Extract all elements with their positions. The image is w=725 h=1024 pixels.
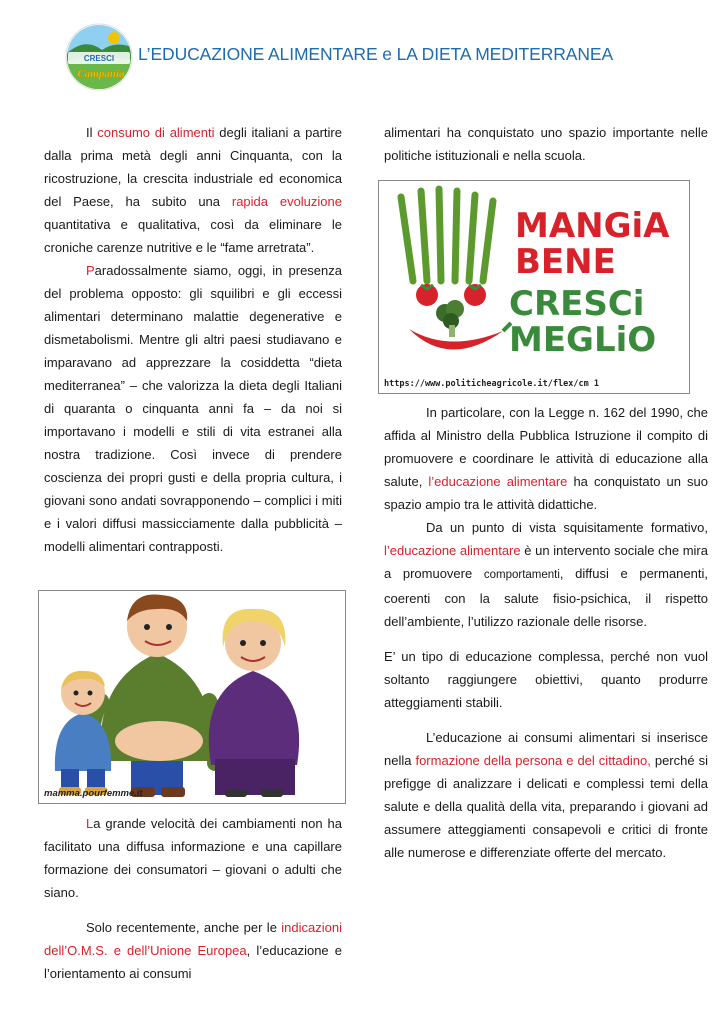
left-column bbox=[44, 121, 342, 558]
bene-text: BENE bbox=[515, 242, 616, 282]
right-column bbox=[384, 401, 708, 864]
highlight-formazione: formazione della persona e del cittadino, bbox=[415, 753, 651, 768]
paragraph-complessa: E’ un tipo di educazione complessa, perché non vuol soltanto raggiungere obiettivi, quanto produrre atteggiamenti stabili. bbox=[384, 649, 708, 710]
family-figure-caption: mamma.pourfemme.it bbox=[44, 788, 143, 799]
paragraph-continued: alimentari ha conquistato uno spazio importante nelle politiche istituzionali e nella scuola. bbox=[384, 125, 708, 163]
paragraph-1: Il consumo di alimenti degli italiani a partire dalla prima metà degli anni Cinquanta, con la ricostruzione, la crescita industriale ed economica del Paese, ha subito una rapida evoluzione quantitativa e qualitativa, così da eliminare le croniche carenze nutritive e le “fame arretrata”. bbox=[44, 125, 342, 255]
paragraph-formativo: Da un punto di vista squisitamente formativo, l’educazione alimentare è un intervento sociale che mira a promuovere comportamenti, diffusi e permanenti, coerenti con la salute fisio-psichica, il rispetto dell’ambiente, l’utilizzo razionale delle risorse. bbox=[384, 520, 708, 629]
mangia-bene-illustration bbox=[379, 181, 689, 393]
highlight-evoluzione: rapida evoluzione bbox=[231, 194, 342, 209]
paragraph-3: La grande velocità dei cambiamenti non ha facilitato una diffusa informazione e una capillare formazione dei consumatori – giovani o adulti che siano. bbox=[44, 816, 342, 900]
paragraph-2: Paradossalmente siamo, oggi, in presenza del problema opposto: gli squilibri e gli eccessi alimentari determinano malattie degenerative e dismetabolismi. Mentre gli altri paesi studiavano e imparavano ad apprezzare la cosiddetta “dieta mediterranea” – che valorizza la dieta degli Italiani di quaranta o cinquanta anni fa – da noi si importavano i modelli e stili di vita estranei alla nostra tradizione. Così invece di prendere coscienza dei propri gusti e della propria cultura, i giovani sono andati sovrapponendo – complici i miti e i valori diffusi massicciamente dalla pubblicità – modelli alimentari contrapposti. bbox=[44, 263, 342, 554]
highlight-educazione-1: l’educazione alimentare bbox=[428, 474, 568, 489]
paragraph-consumi: L’educazione ai consumi alimentari si inserisce nella formazione della persona e del cittadino, perché si prefigge di analizzare i delicati e complessi temi della salute e della qualità della vita, preparando i giovani ad assumere atteggiamenti consapevoli e critici di fronte alle numerose e differenziate offerte del mercato. bbox=[384, 730, 708, 860]
highlight-educazione-2: l’educazione alimentare bbox=[384, 543, 521, 558]
paragraph-legge: In particolare, con la Legge n. 162 del 1990, che affida al Ministro della Pubblica Istruzione il compito di promuovere e coordinare le attività di educazione alla salute, l’educazione alimentare ha conquistato un suo spazio ampio tra le attività didattiche. bbox=[384, 405, 708, 512]
highlight-oms: indicazioni dell’O.M.S. e dell’Unione Europea bbox=[44, 920, 342, 958]
cresci-campania-logo bbox=[64, 22, 134, 92]
family-illustration bbox=[39, 591, 345, 803]
highlight-consumo: consumo di alimenti bbox=[97, 125, 215, 140]
paragraph-4: Solo recentemente, anche per le indicazioni dell’O.M.S. e dell’Unione Europea, l’educazione e l’orientamento ai consumi bbox=[44, 920, 342, 981]
mangia-text: MANGiA bbox=[515, 206, 670, 246]
logo-bottom-text: Campania bbox=[77, 68, 125, 80]
cresci-text: CRESCi bbox=[509, 284, 645, 324]
left-column-lower bbox=[44, 812, 342, 985]
mangia-bene-figure bbox=[378, 180, 690, 394]
mangia-figure-caption: https://www.politicheagricole.it/flex/cm 1 bbox=[384, 379, 599, 389]
meglio-text: MEGLiO bbox=[509, 320, 657, 360]
logo-top-text: CRESCI bbox=[83, 54, 115, 63]
page-title: L’EDUCAZIONE ALIMENTARE e LA DIETA MEDITERRANEA bbox=[138, 44, 614, 64]
right-column-top bbox=[384, 121, 708, 167]
family-figure bbox=[38, 590, 346, 804]
